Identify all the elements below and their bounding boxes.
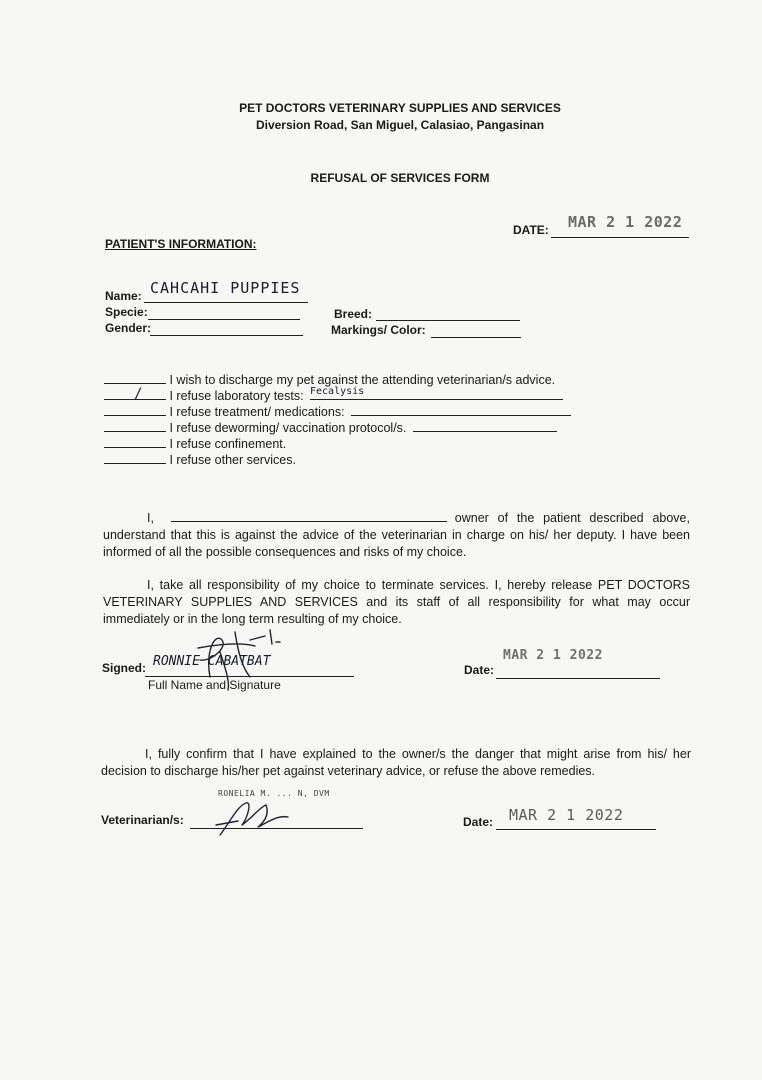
vet-date-stamp: MAR 2 1 2022: [509, 806, 624, 824]
detail-line: [413, 430, 557, 432]
specie-label: Specie:: [105, 305, 148, 319]
breed-line: [376, 319, 520, 321]
refusal-text: I refuse deworming/ vaccination protocol/s.: [169, 421, 407, 435]
signed-date-label: Date:: [464, 663, 495, 677]
refusal-text: I refuse confinement.: [169, 437, 287, 451]
check-blank[interactable]: [104, 382, 166, 384]
refusal-row: [104, 386, 574, 405]
specie-line: [148, 318, 300, 320]
markings-label: Markings/ Color:: [331, 323, 426, 337]
refusal-row: [104, 437, 574, 453]
owner-statement: [103, 510, 690, 561]
vet-signature-scrawl: [208, 795, 298, 840]
vet-date-line: [496, 828, 656, 830]
owner-statement-lead: I,: [147, 511, 154, 525]
patient-name-handwritten: CAHCAHI PUPPIES: [150, 279, 301, 297]
company-address: Diversion Road, San Miguel, Calasiao, Pangasinan: [255, 118, 545, 132]
check-blank[interactable]: [104, 462, 166, 464]
owner-statement-text: owner of the patient described above, understand that this is against the advice of the veterinarian in charge on his/ her deputy. I have been informed of all the possible consequences and risks of my choice.: [103, 511, 690, 559]
check-blank[interactable]: [104, 430, 166, 432]
date-label: DATE:: [513, 223, 549, 237]
gender-line: [150, 334, 303, 336]
detail-line: [351, 414, 571, 416]
owner-name-line: [171, 520, 447, 522]
markings-line: [431, 336, 521, 338]
refusal-text: I wish to discharge my pet against the attending veterinarian/s advice.: [169, 373, 556, 387]
owner-name-handwritten: RONNIE CABATBAT: [153, 654, 271, 669]
vet-label: Veterinarian/s:: [101, 813, 184, 827]
vet-name-stamp: RONELIA M. ... N, DVM: [218, 789, 330, 798]
refusal-row: [104, 421, 574, 437]
vet-date-label: Date:: [463, 815, 494, 829]
company-name: PET DOCTORS VETERINARY SUPPLIES AND SERVICES: [239, 101, 561, 115]
name-line: [144, 301, 308, 303]
signed-label: Signed:: [102, 661, 146, 675]
refusal-row: [104, 405, 574, 421]
gender-label: Gender:: [105, 321, 152, 335]
check-blank[interactable]: [104, 446, 166, 448]
detail-line: [310, 398, 563, 400]
check-blank[interactable]: [104, 414, 166, 416]
breed-label: Breed:: [334, 307, 373, 321]
form-title: REFUSAL OF SERVICES FORM: [310, 171, 490, 185]
vet-statement: I, fully confirm that I have explained to the owner/s the danger that might arise from his/ her decision to discharge his/her pet against veterinary advice, or refuse the above remedies.: [101, 747, 691, 778]
patient-info-title: PATIENT'S INFORMATION:: [105, 237, 257, 251]
full-name-signature-label: Full Name and Signature: [148, 678, 281, 692]
refusal-text: I refuse laboratory tests:: [169, 389, 304, 403]
date-stamp-top: MAR 2 1 2022: [568, 213, 683, 231]
name-label: Name:: [105, 289, 142, 303]
refusal-text: I refuse other services.: [169, 453, 296, 467]
responsibility-statement: I, take all responsibility of my choice to terminate services. I, hereby release PET DOCTORS VETERINARY SUPPLIES AND SERVICES and its staff of all responsibility for what may occur immediately or in the long term resulting of my choice.: [103, 578, 690, 626]
refusal-list: [104, 373, 574, 469]
refusal-text: I refuse treatment/ medications:: [169, 405, 345, 419]
check-mark: /: [134, 386, 143, 402]
signed-date-line: [496, 677, 660, 679]
refusal-row: [104, 453, 574, 469]
lab-test-handwritten: Fecalysis: [310, 386, 365, 397]
date-line: [551, 236, 689, 238]
signed-date-stamp: MAR 2 1 2022: [503, 648, 603, 663]
